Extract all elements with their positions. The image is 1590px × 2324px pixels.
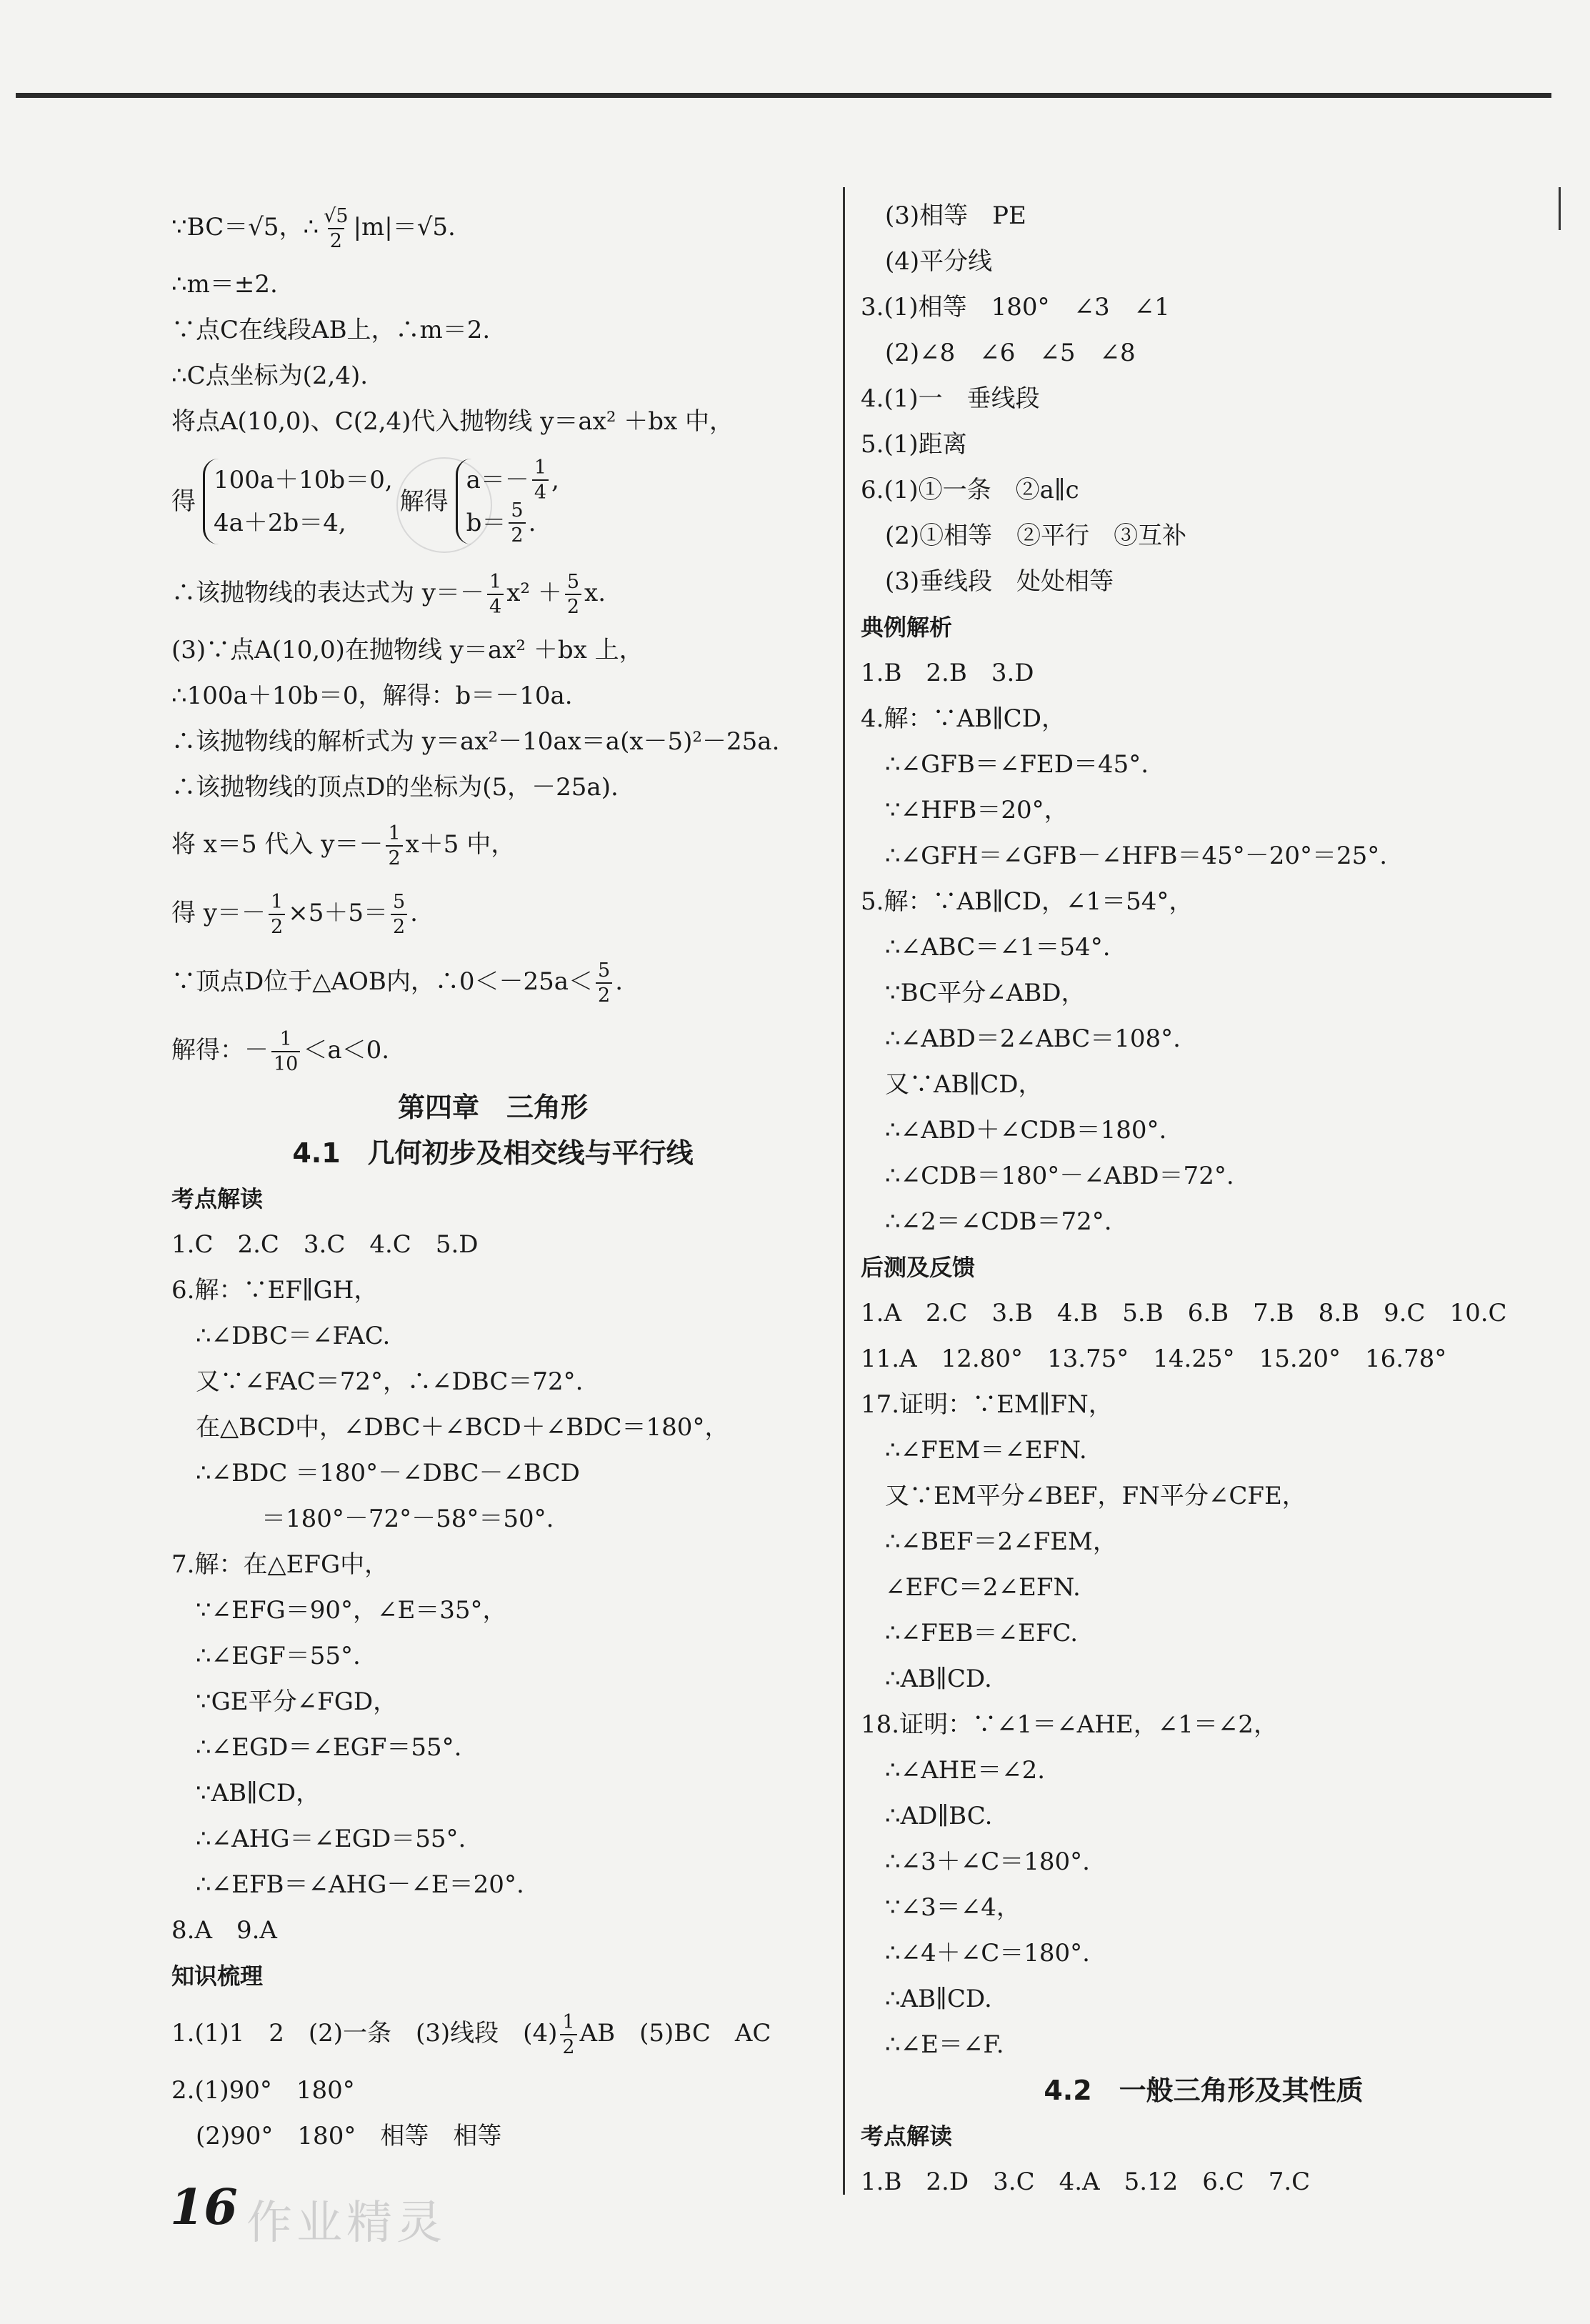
right-edge-rule xyxy=(1559,187,1561,230)
answer-line: (2)∠8 ∠6 ∠5 ∠8 xyxy=(885,339,1136,367)
answer-line: 2.(1)90° 180° xyxy=(171,2076,355,2105)
answer-line: (2)①相等 ②平行 ③互补 xyxy=(885,522,1187,550)
answer-line: ＝180°－72°－58°＝50°. xyxy=(261,1505,554,1533)
answer-line: (3)垂线段 处处相等 xyxy=(885,567,1114,596)
answer-line: 1.(1)1 2 (2)一条 (3)线段 (4) $\frac{1}{2}$ AB (5)BC AC xyxy=(171,2011,771,2058)
answer-line: 解得：－ $\frac{1}{10}$ ＜a＜0. xyxy=(171,1028,390,1075)
answer-line: (2)90° 180° 相等 相等 xyxy=(196,2122,502,2150)
answer-line: 1.C 2.C 3.C 4.C 5.D xyxy=(171,1230,479,1259)
answer-line: (4)平分线 xyxy=(885,247,993,276)
answer-line: ∴∠BEF＝2∠FEM， xyxy=(885,1527,1117,1556)
answer-line: ∴AB∥CD. xyxy=(885,1665,992,1693)
answer-line: ∴∠ABD＋∠CDB＝180°. xyxy=(885,1116,1167,1144)
answer-line: 3.(1)相等 180° ∠3 ∠1 xyxy=(861,293,1170,321)
answer-line: ∴∠BDC ＝180°－∠DBC－∠BCD xyxy=(196,1459,580,1487)
subsection-heading: 考点解读 xyxy=(171,1185,264,1212)
answer-line: (3)相等 PE xyxy=(885,201,1026,230)
section-title: 4.1 几何初步及相交线与平行线 xyxy=(292,1137,694,1169)
answer-line: 又∵AB∥CD， xyxy=(885,1070,1043,1099)
chapter-title: 第四章 三角形 xyxy=(397,1092,588,1123)
answer-line: ∵顶点D位于△AOB内，∴0＜－25a＜ $\frac{5}{2}$ . xyxy=(171,959,623,1007)
answer-line: (3)∵点A(10,0)在抛物线 y＝ax² ＋bx 上， xyxy=(171,636,644,664)
fraction: $\frac{√5}{2}$ xyxy=(324,205,349,252)
answer-line: 4.解：∵AB∥CD， xyxy=(861,704,1066,733)
answer-line: ∴∠CDB＝180°－∠ABD＝72°. xyxy=(885,1162,1234,1190)
answer-line: 6.解：∵EF∥GH， xyxy=(171,1276,379,1305)
answer-line: 1.B 2.B 3.D xyxy=(861,659,1034,687)
subsection-heading: 知识梳理 xyxy=(171,1963,264,1990)
answer-line: 17.证明：∵EM∥FN， xyxy=(861,1390,1113,1419)
answer-line: ∵点C在线段AB上，∴m＝2. xyxy=(171,316,491,344)
answer-line: 将点A(10,0)、C(2,4)代入抛物线 y＝ax² ＋bx 中， xyxy=(171,407,734,436)
answer-line: 在△BCD中，∠DBC＋∠BCD＋∠BDC＝180°， xyxy=(196,1413,729,1442)
page-number: 16 xyxy=(170,2179,238,2236)
answer-line: ∴该抛物线的表达式为 y＝－ $\frac{1}{4}$ x² ＋ $\frac{5}{2}$ x. xyxy=(171,571,606,618)
answer-line: 7.解：在△EFG中， xyxy=(171,1550,389,1579)
section-title: 4.2 一般三角形及其性质 xyxy=(1044,2075,1364,2106)
answer-line: ∴∠GFB＝∠FED＝45°. xyxy=(885,750,1149,779)
answer-line: ∴∠FEB＝∠EFC. xyxy=(885,1619,1079,1647)
answer-line: 18.证明：∵∠1＝∠AHE，∠1＝∠2， xyxy=(861,1710,1278,1739)
answer-line: 11.A 12.80° 13.75° 14.25° 15.20° 16.78° xyxy=(861,1345,1447,1373)
answer-line: ∴∠2＝∠CDB＝72°. xyxy=(885,1207,1112,1236)
answer-line: ∴∠E＝∠F. xyxy=(885,2030,1004,2059)
answer-line: ∴∠GFH＝∠GFB－∠HFB＝45°－20°＝25°. xyxy=(885,842,1388,870)
subsection-heading: 考点解读 xyxy=(861,2123,953,2150)
answer-line: ∴∠EGD＝∠EGF＝55°. xyxy=(196,1733,462,1762)
equation-system: 得 100a＋10b＝0, 4a＋2b＝4, 解得 a＝－ $\frac{1}{4}$ , b＝ $\frac{5}{2}$ . xyxy=(171,457,559,547)
answer-line: 1.A 2.C 3.B 4.B 5.B 6.B 7.B 8.B 9.C 10.C xyxy=(861,1299,1507,1327)
answer-line: ∵∠3＝∠4， xyxy=(885,1893,1021,1922)
answer-line: ∴∠FEM＝∠EFN. xyxy=(885,1436,1087,1465)
answer-line: ∵∠EFG＝90°，∠E＝35°， xyxy=(196,1596,507,1625)
answer-line: ∴100a＋10b＝0，解得：b＝－10a. xyxy=(171,682,573,710)
answer-line: ∴∠ABD＝2∠ABC＝108°. xyxy=(885,1024,1181,1053)
left-column xyxy=(171,193,814,2159)
answer-line: ∴∠ABC＝∠1＝54°. xyxy=(885,933,1111,962)
left-brace: 100a＋10b＝0, 4a＋2b＝4, xyxy=(203,459,393,544)
answer-line: ∴该抛物线的解析式为 y＝ax²－10ax＝a(x－5)²－25a. xyxy=(171,727,780,756)
answer-line: ∴∠EFB＝∠AHG－∠E＝20°. xyxy=(196,1870,524,1899)
solution-brace: a＝－ $\frac{1}{4}$ , b＝ $\frac{5}{2}$ . xyxy=(456,459,559,544)
answer-line: 6.(1)①一条 ②a∥c xyxy=(861,476,1079,504)
answer-line: ∴m＝±2. xyxy=(171,270,278,299)
answer-line: ∵GE平分∠FGD， xyxy=(196,1687,398,1716)
answer-line: ∴∠DBC＝∠FAC. xyxy=(196,1322,391,1350)
answer-line: 1.B 2.D 3.C 4.A 5.12 6.C 7.C xyxy=(861,2168,1311,2196)
answer-line: 又∵EM平分∠BEF，FN平分∠CFE， xyxy=(885,1482,1306,1510)
answer-line: ∴∠EGF＝55°. xyxy=(196,1642,361,1670)
answer-line: ∴AD∥BC. xyxy=(885,1802,993,1830)
right-column xyxy=(861,193,1546,2205)
answer-line: ∴∠AHE＝∠2. xyxy=(885,1756,1046,1785)
answer-line: 又∵∠FAC＝72°，∴∠DBC＝72°. xyxy=(196,1367,584,1396)
answer-line: ∴该抛物线的顶点D的坐标为(5，－25a). xyxy=(171,773,619,802)
answer-line: ∠EFC＝2∠EFN. xyxy=(885,1573,1081,1602)
answer-line: ∴C点坐标为(2,4). xyxy=(171,361,369,390)
subsection-heading: 后测及反馈 xyxy=(861,1254,976,1281)
answer-line: ∴∠AHG＝∠EGD＝55°. xyxy=(196,1825,466,1853)
answer-line: 得 y＝－ $\frac{1}{2}$ ×5＋5＝ $\frac{5}{2}$ . xyxy=(171,891,418,938)
answer-line: ∴∠4＋∠C＝180°. xyxy=(885,1939,1090,1968)
answer-line: ∵BC平分∠ABD， xyxy=(885,979,1086,1007)
answer-line: 4.(1)一 垂线段 xyxy=(861,384,1040,413)
watermark-text: 作业精灵 xyxy=(246,2197,446,2250)
top-rule xyxy=(16,93,1551,98)
answer-line: 5.(1)距离 xyxy=(861,430,967,459)
answer-line: 将 x＝5 代入 y＝－ $\frac{1}{2}$ x＋5 中， xyxy=(171,822,516,869)
answer-line: ∵BC＝√5，∴ $\frac{√5}{2}$ |m|＝√5. xyxy=(171,205,456,252)
answer-line: ∵∠HFB＝20°， xyxy=(885,796,1069,824)
answer-line: ∴∠3＋∠C＝180°. xyxy=(885,1847,1090,1876)
answer-line: ∴AB∥CD. xyxy=(885,1985,992,2013)
column-divider xyxy=(843,187,845,2195)
answer-line: ∵AB∥CD， xyxy=(196,1779,321,1807)
answer-line: 5.解：∵AB∥CD，∠1＝54°， xyxy=(861,887,1194,916)
answer-line: 8.A 9.A xyxy=(171,1916,277,1945)
subsection-heading: 典例解析 xyxy=(861,614,953,641)
